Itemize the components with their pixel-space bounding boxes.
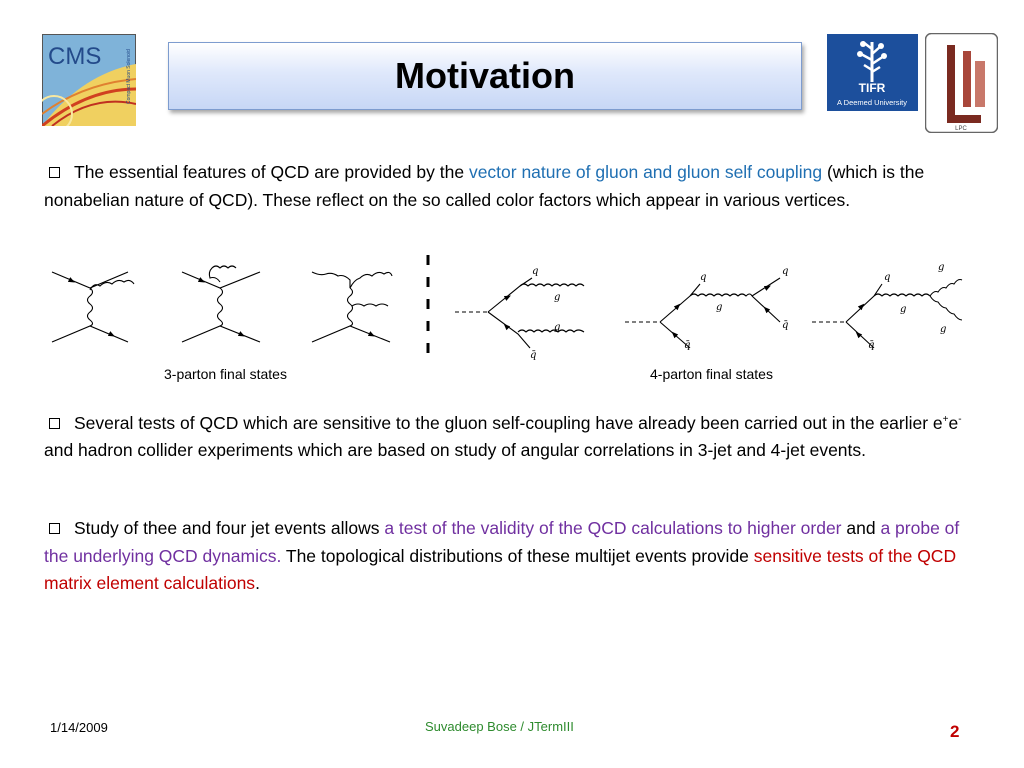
checkbox-bullet-icon xyxy=(49,418,60,429)
diagram-4parton-2 xyxy=(625,278,780,348)
svg-text:q: q xyxy=(782,266,789,277)
title-box xyxy=(168,42,802,110)
para3-highlight-1: a test of the validity of the QCD calculations to higher order xyxy=(384,518,842,538)
svg-text:g: g xyxy=(900,304,907,315)
slide-title: Motivation xyxy=(395,55,575,96)
diagram-3parton-3 xyxy=(312,272,392,342)
diagram-labels xyxy=(530,262,946,361)
lpc-logo-text: LPC xyxy=(955,126,967,132)
svg-text:g: g xyxy=(940,324,947,335)
para2-sup-minus: - xyxy=(958,414,962,425)
caption-4-parton: 4-parton final states xyxy=(650,366,773,382)
svg-text:q̄: q̄ xyxy=(782,320,789,331)
svg-text:g: g xyxy=(554,292,561,303)
diagram-4parton-3 xyxy=(812,280,962,349)
slide-number: 2 xyxy=(950,722,960,741)
checkbox-bullet-icon xyxy=(49,167,60,178)
svg-text:g: g xyxy=(716,302,723,313)
para2-text-3: and hadron collider experiments which are based on study of angular correlations in 3-jet and 4-jet events. xyxy=(44,440,867,461)
para3-text-1: Study of thee and four jet events allows xyxy=(74,518,385,538)
para2-text-2: e xyxy=(948,412,959,433)
footer-date: 1/14/2009 xyxy=(50,720,108,735)
para1-text-1: The essential features of QCD are provided by the xyxy=(74,162,469,182)
svg-text:g: g xyxy=(938,262,945,273)
svg-text:q: q xyxy=(700,272,707,283)
tifr-logo xyxy=(827,34,918,111)
para3-text-2: and xyxy=(841,518,881,538)
tifr-logo-subtext: A Deemed University xyxy=(836,98,908,107)
caption-3-parton: 3-parton final states xyxy=(164,366,287,382)
feynman-diagrams xyxy=(40,250,990,365)
svg-text:g: g xyxy=(554,322,561,333)
para2-text-1: Several tests of QCD which are sensitive to the gluon self-coupling have already been carried out in the earlier e xyxy=(74,412,943,433)
svg-text:q: q xyxy=(532,266,539,277)
para1-text-2: (which is the nonabelian nature of QCD). These reflect on the so called color factors which appear in various vertices. xyxy=(44,162,925,210)
para1-highlight: vector nature of gluon and gluon self coupling xyxy=(468,162,823,182)
diagram-3parton-2 xyxy=(182,266,260,342)
paragraph-previous-tests xyxy=(44,406,974,465)
tifr-logo-text: TIFR xyxy=(858,81,886,95)
para3-text-4: . xyxy=(255,573,260,593)
checkbox-bullet-icon xyxy=(49,523,60,534)
diagram-3parton-1 xyxy=(52,272,134,342)
diagram-4parton-1 xyxy=(455,278,584,348)
svg-text:q̄: q̄ xyxy=(868,340,875,351)
paragraph-multijet-study xyxy=(44,515,974,598)
para3-highlight-3: sensitive tests of the QCD matrix element calculations xyxy=(44,545,957,593)
svg-text:q̄: q̄ xyxy=(684,340,691,351)
cms-logo xyxy=(42,34,136,126)
svg-text:q: q xyxy=(884,272,891,283)
footer-author: Suvadeep Bose / JTermIII xyxy=(425,719,574,734)
para2-sup-plus: + xyxy=(942,414,949,425)
para3-highlight-2: a probe of the underlying QCD dynamics. xyxy=(44,518,960,566)
svg-text:q̄: q̄ xyxy=(530,350,537,361)
lpc-logo xyxy=(925,33,998,133)
cms-logo-subtext: Compact Muon Solenoid xyxy=(126,49,132,104)
cms-logo-text: CMS xyxy=(48,43,102,70)
para3-text-3: The topological distributions of these multijet events provide xyxy=(281,545,754,566)
paragraph-gluon-features xyxy=(44,159,974,214)
